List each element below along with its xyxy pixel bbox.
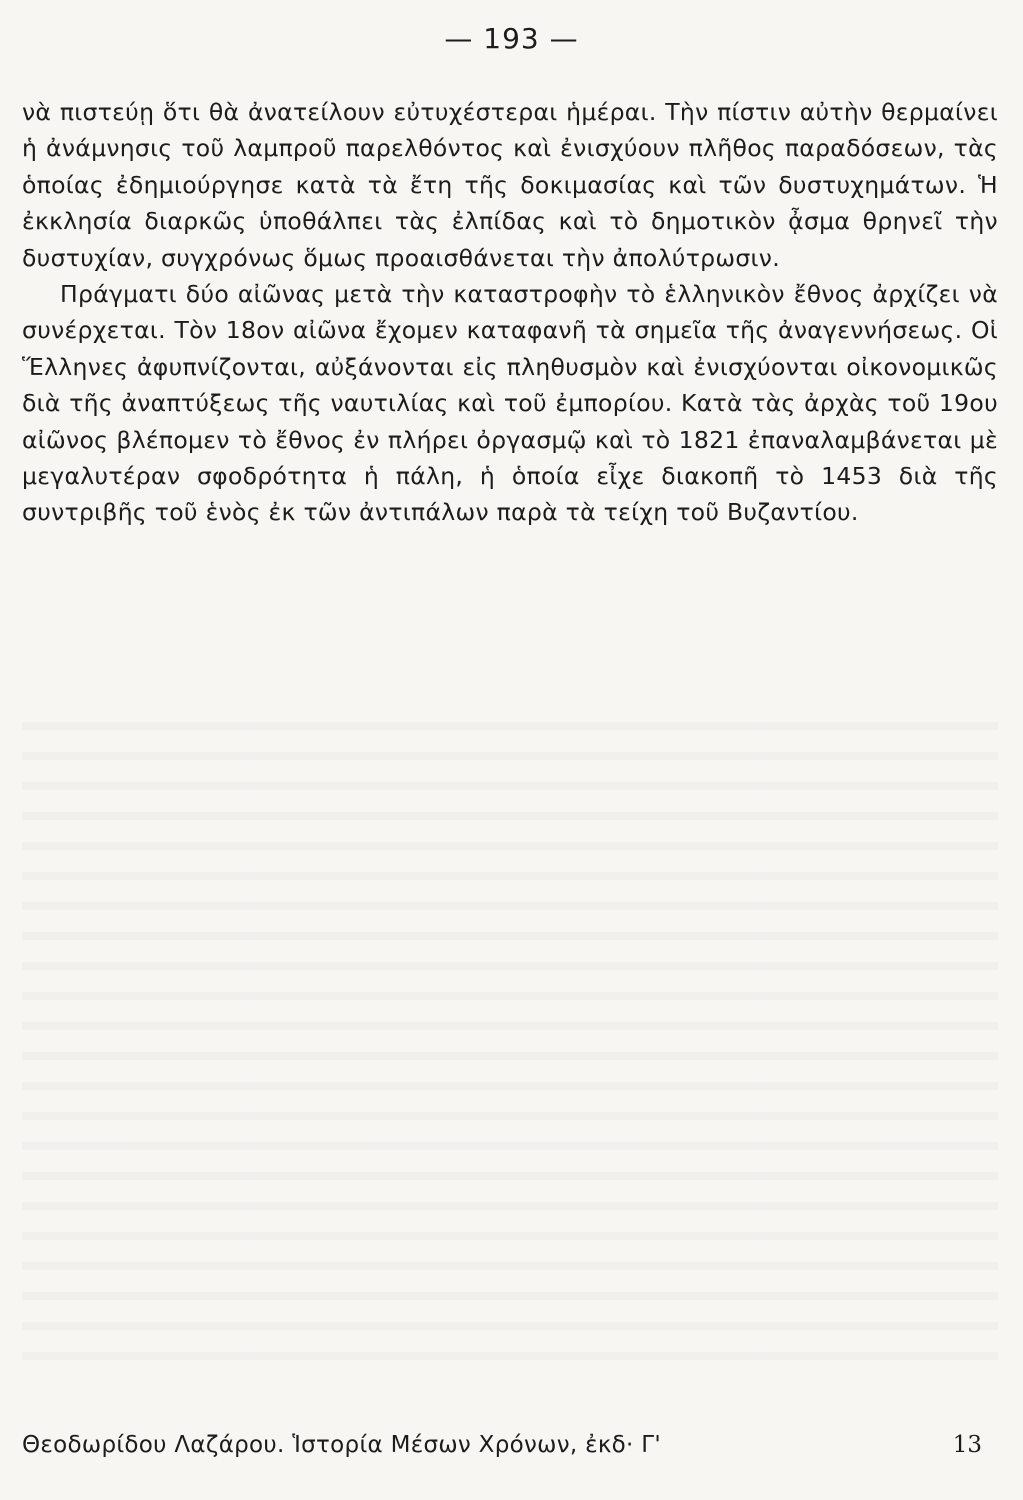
footer-signature: Θεοδωρίδου Λαζάρου. Ἱστορία Μέσων Χρόνων, ἐκδ· Γ' — [22, 1432, 662, 1458]
body-text — [22, 94, 998, 531]
paragraph-1: νὰ πιστεύῃ ὅτι θὰ ἀνατείλουν εὐτυχέστεραι ἡμέραι. Τὴν πίστιν αὐτὴν θερμαίνει ἡ ἀνάμνησις τοῦ λαμπροῦ παρελθόντος καὶ ἐνισχύουν πλῆθος παραδόσεων, τὰς ὁποίας ἐδημιούργησε κατὰ τὰ ἔτη τῆς δοκιμασίας καὶ τῶν δυστυχημάτων. Ἡ ἐκκλησία διαρκῶς ὑποθάλπει τὰς ἐλπίδας καὶ τὸ δημοτικὸν ᾆσμα θρηνεῖ τὴν δυστυχίαν, συγχρόνως ὅμως προαισθάνεται τὴν ἀπολύτρωσιν. — [22, 98, 998, 272]
show-through-text — [22, 700, 998, 1360]
footer-sheet-number: 13 — [952, 1432, 982, 1458]
page-number: — 193 — — [444, 22, 579, 55]
footer — [22, 1432, 982, 1458]
paragraph-2: Πράγματι δύο αἰῶνας μετὰ τὴν καταστροφὴν τὸ ἑλληνικὸν ἔθνος ἀρχίζει νὰ συνέρχεται. Τὸν 18ον αἰῶνα ἔχομεν καταφανῆ τὰ σημεῖα τῆς ἀναγεννήσεως. Οἱ Ἕλληνες ἀφυπνίζονται, αὐξάνονται εἰς πληθυσμὸν καὶ ἐνισχύονται οἰκονομικῶς διὰ τῆς ἀναπτύξεως τῆς ναυτιλίας καὶ τοῦ ἐμπορίου. Κατὰ τὰς ἀρχὰς τοῦ 19ου αἰῶνος βλέπομεν τὸ ἔθνος ἐν πλήρει ὀργασμῷ καὶ τὸ 1821 ἐπαναλαμβάνεται μὲ μεγαλυτέραν σφοδρότητα ἡ πάλη, ἡ ὁποία εἶχε διακοπῆ τὸ 1453 διὰ τῆς συντριβῆς τοῦ ἑνὸς ἐκ τῶν ἀντιπάλων παρὰ τὰ τείχη τοῦ Βυζαντίου. — [22, 280, 998, 527]
